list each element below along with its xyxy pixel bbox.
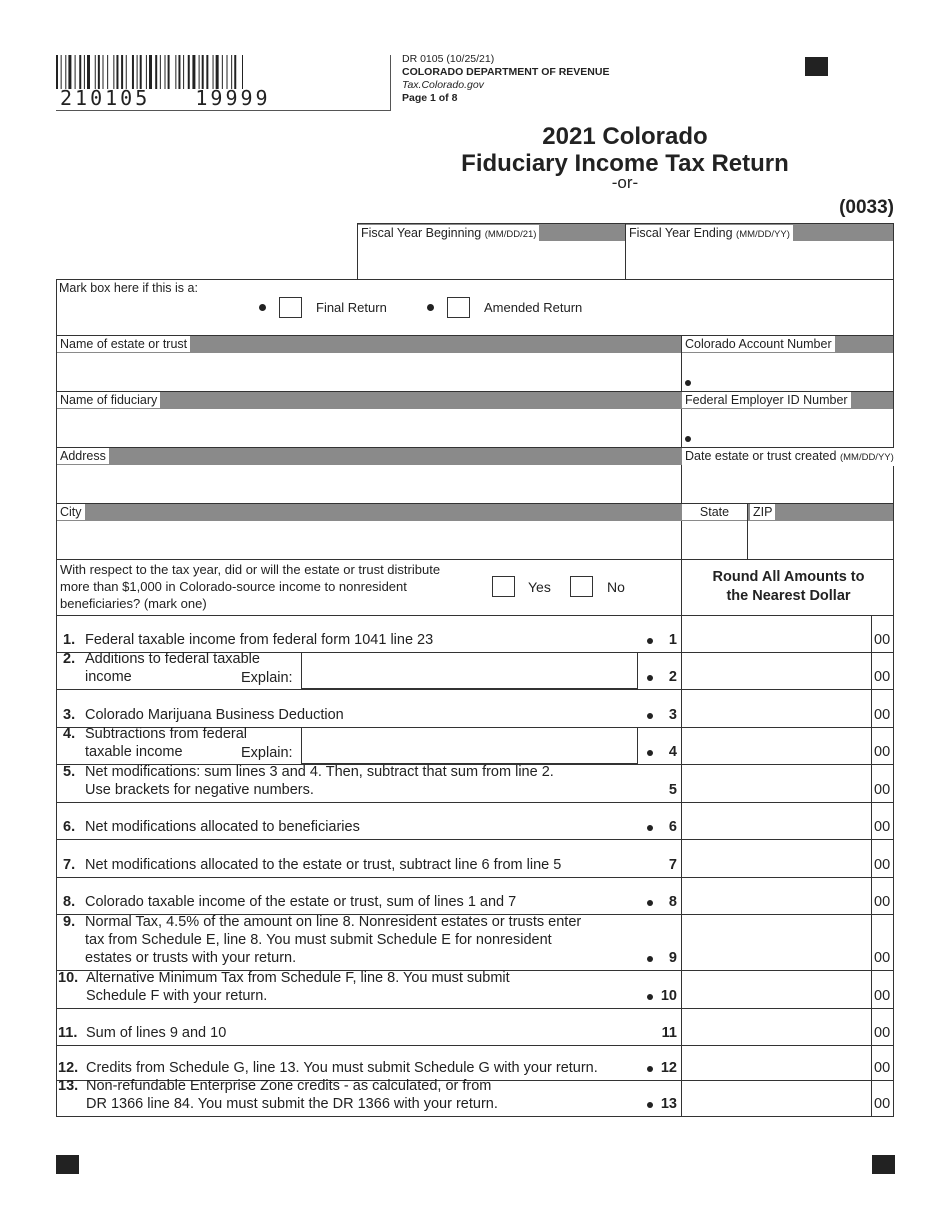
divider	[681, 1008, 682, 1045]
explain-label-line-2: Explain:	[241, 670, 293, 686]
divider	[871, 689, 872, 727]
barcode-bar	[113, 55, 114, 89]
barcode-bar	[192, 55, 195, 89]
line-8-cents: 00	[874, 894, 891, 910]
divider	[871, 970, 872, 1008]
final-return-label: Final Return	[316, 300, 387, 315]
line-2-number: 2	[668, 669, 677, 685]
divider	[681, 559, 682, 615]
divider	[871, 1080, 872, 1116]
barcode-number: 210105 19999	[60, 86, 271, 110]
divider	[681, 802, 682, 839]
divider	[871, 1008, 872, 1045]
divider	[56, 877, 894, 878]
line-text: Normal Tax, 4.5% of the amount on line 8. Nonresident estates or trusts enter	[85, 914, 582, 930]
line-12-amount-input[interactable]	[683, 1047, 869, 1079]
barcode-bar	[188, 55, 190, 89]
line-5-description	[63, 763, 554, 799]
barcode-bar	[242, 55, 243, 89]
department: COLORADO DEPARTMENT OF REVENUE	[402, 66, 610, 78]
line-3-amount-input[interactable]	[683, 691, 869, 726]
mark-box-label: Mark box here if this is a:	[57, 280, 201, 296]
line-6-amount-input[interactable]	[683, 804, 869, 838]
divider	[681, 877, 682, 914]
barcode-bar	[155, 55, 157, 89]
or-text: -or-	[611, 173, 639, 192]
divider	[681, 615, 682, 652]
line-number-label: 6.	[63, 819, 76, 835]
line-text: Subtractions from federal	[85, 726, 247, 742]
barcode-bar	[199, 55, 200, 89]
barcode-bar	[234, 55, 236, 89]
explain-input-line-4[interactable]	[303, 729, 635, 762]
line-5-number: 5	[668, 782, 677, 798]
line-11-cents: 00	[874, 1025, 891, 1041]
line-number-label: 5.	[63, 764, 76, 780]
line-number-label: 12.	[58, 1060, 79, 1076]
divider	[56, 1045, 894, 1046]
divider	[871, 1045, 872, 1080]
divider	[747, 503, 748, 559]
divider	[56, 110, 391, 111]
estate-name-label: Name of estate or trust	[57, 336, 190, 352]
line-12-number: 12	[660, 1060, 677, 1076]
line-4-cents: 00	[874, 744, 891, 760]
barcode-bar	[65, 55, 66, 89]
divider	[301, 652, 302, 689]
divider	[56, 559, 894, 560]
line-6-description	[63, 818, 360, 836]
line-8-number: 8	[668, 894, 677, 910]
line-1-number: 1	[668, 632, 677, 648]
account-number-input[interactable]	[684, 355, 891, 389]
divider	[681, 652, 682, 689]
barcode-bar	[98, 55, 100, 89]
barcode-bar	[168, 55, 170, 89]
line-1-description	[63, 631, 433, 649]
barcode-bar	[165, 55, 166, 89]
page-number: Page 1 of 8	[402, 92, 458, 104]
line-1-cents: 00	[874, 632, 891, 648]
divider	[637, 727, 638, 764]
website: Tax.Colorado.gov	[402, 79, 484, 91]
line-number-label: 8.	[63, 894, 76, 910]
no-checkbox[interactable]	[570, 576, 593, 597]
barcode-bar	[222, 55, 223, 89]
barcode-bar	[56, 55, 58, 89]
fein-label: Federal Employer ID Number	[682, 392, 851, 408]
barcode-bar	[126, 55, 127, 89]
amended-return-checkbox[interactable]	[447, 297, 470, 318]
address-input[interactable]	[58, 467, 678, 501]
page-title: 2021 Colorado	[542, 123, 708, 150]
divider	[681, 1080, 682, 1116]
divider	[681, 839, 682, 877]
line-6-number: 6	[668, 819, 677, 835]
line-13-number: 13	[660, 1096, 677, 1112]
line-11-description	[58, 1024, 226, 1042]
line-text: income	[85, 669, 132, 685]
divider	[681, 1045, 682, 1080]
barcode-bar	[68, 55, 71, 89]
line-6-cents: 00	[874, 819, 891, 835]
barcode-bar	[160, 55, 161, 89]
line-text: Non-refundable Enterprise Zone credits - as calculated, or from	[86, 1078, 492, 1094]
divider	[56, 1116, 894, 1117]
line-1-amount-input[interactable]	[683, 617, 869, 651]
barcode-bar	[216, 55, 219, 89]
form-id: DR 0105 (10/25/21)	[402, 53, 495, 65]
line-7-amount-input[interactable]	[683, 841, 869, 876]
divider	[56, 1008, 894, 1009]
divider	[301, 727, 302, 764]
fiscal-begin-label: Fiscal Year Beginning (MM/DD/21)	[358, 225, 539, 243]
date-created-input[interactable]	[684, 467, 891, 501]
barcode-bar	[149, 55, 152, 89]
line-12-cents: 00	[874, 1060, 891, 1076]
line-text: Schedule F with your return.	[86, 988, 268, 1004]
divider	[390, 55, 391, 111]
form-code: (0033)	[839, 197, 894, 218]
barcode-bar	[132, 55, 134, 89]
line-7-description	[63, 856, 561, 874]
line-13-amount-input[interactable]	[683, 1082, 869, 1115]
line-text: Colorado Marijuana Business Deduction	[85, 707, 344, 723]
line-number-label: 1.	[63, 632, 76, 648]
line-12-description	[58, 1059, 598, 1077]
divider	[893, 279, 894, 1117]
line-number-label: 13.	[58, 1078, 79, 1094]
page-subtitle: Fiduciary Income Tax Return	[461, 150, 789, 177]
divider	[56, 802, 894, 803]
line-9-description	[63, 913, 581, 967]
zip-input[interactable]	[750, 523, 891, 557]
divider	[681, 914, 682, 970]
barcode-bar	[206, 55, 208, 89]
state-label: State	[682, 504, 747, 520]
divider	[871, 727, 872, 764]
line-11-number: 11	[661, 1025, 677, 1041]
line-9-amount-input[interactable]	[683, 916, 869, 969]
line-7-cents: 00	[874, 857, 891, 873]
city-input[interactable]	[58, 523, 678, 557]
line-text: Alternative Minimum Tax from Schedule F, line 8. You must submit	[86, 970, 510, 986]
required-bullet	[685, 436, 691, 442]
yes-label: Yes	[528, 579, 551, 595]
registration-mark	[805, 57, 828, 76]
barcode-bar	[103, 55, 104, 89]
nonresident-question: With respect to the tax year, did or will the estate or trust distribute more than $1,000 in Colorado-source income to nonresident beneficiaries? (mark one)	[60, 562, 441, 611]
registration-mark	[872, 1155, 895, 1174]
fein-input[interactable]	[684, 411, 891, 445]
line-4-number: 4	[668, 744, 677, 760]
barcode-bar	[227, 55, 228, 89]
line-number-label: 2.	[63, 651, 76, 667]
barcode-bar	[121, 55, 123, 89]
barcode-bar	[116, 55, 118, 89]
line-8-description	[63, 893, 516, 911]
line-text: DR 1366 line 84. You must submit the DR 1366 with your return.	[86, 1096, 498, 1112]
line-11-amount-input[interactable]	[683, 1010, 869, 1044]
barcode-bar	[107, 55, 108, 89]
barcode-bar	[140, 55, 142, 89]
divider	[681, 970, 682, 1008]
amended-return-label: Amended Return	[484, 300, 583, 315]
line-13-description	[58, 1077, 498, 1113]
line-5-amount-input[interactable]	[683, 766, 869, 801]
line-3-cents: 00	[874, 707, 891, 723]
divider	[56, 615, 894, 616]
line-number-label: 10.	[58, 970, 79, 986]
barcode-bar	[87, 55, 90, 89]
line-4-amount-input[interactable]	[683, 729, 869, 763]
no-label: No	[607, 579, 625, 595]
line-10-description	[58, 969, 510, 1005]
divider	[871, 877, 872, 914]
barcode-bar	[137, 55, 138, 89]
line-number-label: 7.	[63, 857, 76, 873]
divider	[56, 839, 894, 840]
barcode-bar	[178, 55, 180, 89]
divider	[681, 689, 682, 727]
line-8-amount-input[interactable]	[683, 879, 869, 913]
line-10-cents: 00	[874, 988, 891, 1004]
barcode	[56, 55, 310, 89]
divider	[301, 688, 638, 689]
line-4-description	[63, 725, 247, 761]
fiscal-begin-input[interactable]	[360, 243, 623, 277]
line-2-cents: 00	[874, 669, 891, 685]
divider	[871, 802, 872, 839]
line-2-description	[63, 650, 260, 686]
line-text: tax from Schedule E, line 8. You must submit Schedule E for nonresident	[85, 932, 552, 948]
barcode-bar	[75, 55, 76, 89]
state-input[interactable]	[684, 523, 745, 557]
round-note: Round All Amounts to the Nearest Dollar	[712, 569, 865, 604]
line-5-cents: 00	[874, 782, 891, 798]
line-text: Federal taxable income from federal form 1041 line 23	[85, 632, 434, 648]
barcode-bar	[84, 55, 85, 89]
line-3-description	[63, 706, 344, 724]
divider	[56, 689, 894, 690]
yes-checkbox[interactable]	[492, 576, 515, 597]
barcode-bar	[175, 55, 176, 89]
line-10-number: 10	[660, 988, 677, 1004]
barcode-bar	[146, 55, 147, 89]
fiduciary-input[interactable]	[58, 411, 678, 445]
form-header	[402, 53, 609, 105]
line-13-cents: 00	[874, 1096, 891, 1112]
line-text: Sum of lines 9 and 10	[86, 1025, 227, 1041]
line-text: Net modifications: sum lines 3 and 4. Then, subtract that sum from line 2.	[85, 764, 554, 780]
line-text: Additions to federal taxable	[85, 651, 260, 667]
line-10-amount-input[interactable]	[683, 972, 869, 1007]
line-text: Net modifications allocated to beneficiaries	[85, 819, 360, 835]
line-2-amount-input[interactable]	[683, 654, 869, 688]
line-7-number: 7	[668, 857, 677, 873]
fiduciary-label: Name of fiduciary	[57, 392, 160, 408]
line-text: Colorado taxable income of the estate or trust, sum of lines 1 and 7	[85, 894, 517, 910]
barcode-bar	[183, 55, 184, 89]
date-created-label: Date estate or trust created (MM/DD/YY)	[682, 448, 897, 466]
required-bullet	[685, 380, 691, 386]
divider	[681, 764, 682, 802]
line-9-number: 9	[668, 950, 677, 966]
divider	[301, 763, 638, 764]
line-number-label: 4.	[63, 726, 76, 742]
divider	[871, 914, 872, 970]
address-label: Address	[57, 448, 109, 464]
divider	[871, 652, 872, 689]
registration-mark	[56, 1155, 79, 1174]
zip-label: ZIP	[750, 504, 775, 520]
barcode-bar	[95, 55, 96, 89]
line-text: Use brackets for negative numbers.	[85, 782, 314, 798]
divider	[871, 764, 872, 802]
divider	[893, 223, 894, 279]
barcode-bar	[79, 55, 81, 89]
final-return-checkbox[interactable]	[279, 297, 302, 318]
line-text: estates or trusts with your return.	[85, 950, 297, 966]
explain-input-line-2[interactable]	[303, 654, 635, 687]
barcode-bar	[61, 55, 62, 89]
line-number-label: 11.	[58, 1025, 78, 1041]
line-number-label: 3.	[63, 707, 76, 723]
line-9-cents: 00	[874, 950, 891, 966]
line-text: Credits from Schedule G, line 13. You must submit Schedule G with your return.	[86, 1060, 598, 1076]
required-bullet	[427, 304, 434, 311]
line-text: Net modifications allocated to the estate or trust, subtract line 6 from line 5	[85, 857, 562, 873]
barcode-bar	[202, 55, 204, 89]
barcode-bar	[231, 55, 232, 89]
fiscal-end-input[interactable]	[628, 243, 892, 277]
account-number-label: Colorado Account Number	[682, 336, 835, 352]
estate-name-input[interactable]	[58, 355, 678, 389]
divider	[871, 839, 872, 877]
divider	[637, 652, 638, 689]
explain-label-line-4: Explain:	[241, 745, 293, 761]
divider	[871, 615, 872, 652]
required-bullet	[259, 304, 266, 311]
line-text: taxable income	[85, 744, 183, 760]
line-number-label: 9.	[63, 914, 76, 930]
city-label: City	[57, 504, 85, 520]
line-3-number: 3	[668, 707, 677, 723]
barcode-bar	[213, 55, 214, 89]
fiscal-end-label: Fiscal Year Ending (MM/DD/YY)	[626, 225, 793, 243]
divider	[681, 727, 682, 764]
